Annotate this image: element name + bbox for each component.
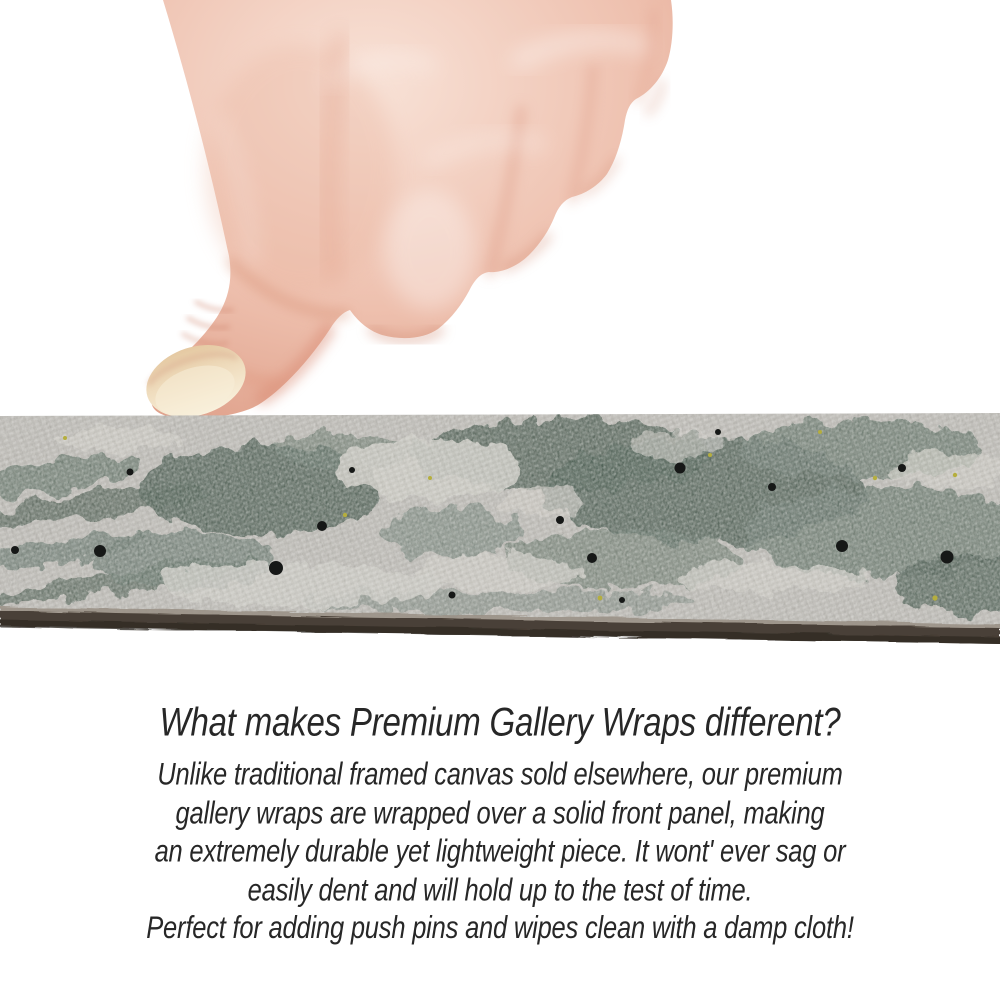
canvas-edge-photo	[0, 405, 1000, 644]
caption-line-1: Unlike traditional framed canvas sold elsewhere, our premium	[157, 757, 843, 792]
caption-line-2: gallery wraps are wrapped over a solid front panel, making	[175, 795, 825, 831]
caption-line-4: easily dent and will hold up to the test of time.	[247, 872, 753, 908]
caption-block	[0, 699, 1000, 948]
hand-photo	[137, 0, 673, 429]
caption-line-3: an extremely durable yet lightweight piece. It wont' ever sag or	[154, 834, 846, 869]
caption-heading: What makes Premium Gallery Wraps different?	[159, 699, 841, 745]
caption-line-5: Perfect for adding push pins and wipes clean with a damp cloth!	[146, 911, 854, 946]
grain-dark	[0, 405, 1000, 635]
